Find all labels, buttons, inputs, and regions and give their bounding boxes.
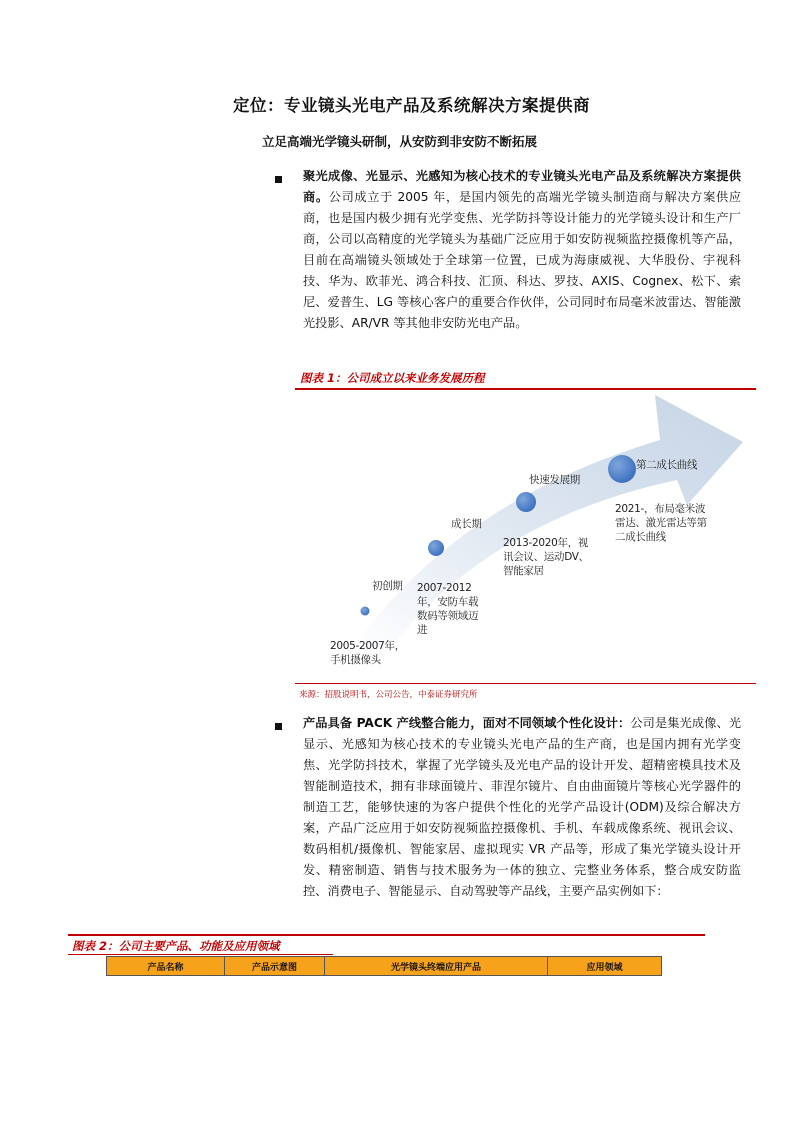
- table-header-product-image: 产品示意图: [224, 956, 325, 976]
- table-header-product-name: 产品名称: [106, 956, 225, 976]
- stage-3-desc: 2013-2020年，视讯会议、运动DV、智能家居: [503, 537, 589, 577]
- bullet-2: [275, 723, 282, 730]
- stage-2-desc: 2007-2012年，安防车载数码等领域迈进: [417, 582, 479, 636]
- stage-dot-4: [608, 455, 636, 483]
- figure-2-title-underline: [68, 954, 333, 955]
- section-title: 定位：专业镜头光电产品及系统解决方案提供商: [233, 96, 590, 115]
- figure-2-top-rule: [68, 934, 705, 936]
- figure-1-title: 图表 1：公司成立以来业务发展历程: [300, 371, 485, 385]
- paragraph-2-lead: 产品具备 PACK 产线整合能力，面对不同领域个性化设计：: [303, 716, 631, 730]
- paragraph-1-lead: 聚光成像、光显示、光感知为核心技术的专业镜头光电产品及系统解决方案提供商。: [303, 169, 741, 204]
- figure-1-source: 来源：招股说明书，公司公告，中泰证券研究所: [299, 690, 478, 700]
- paragraph-2: [303, 713, 741, 902]
- paragraph-1: [303, 166, 741, 334]
- stage-4-label: 第二成长曲线: [636, 459, 698, 471]
- subtitle: 立足高端光学镜头研制，从安防到非安防不断拓展: [262, 134, 538, 149]
- bullet-1: [275, 176, 282, 183]
- stage-dot-1: [361, 607, 370, 616]
- paragraph-1-body: 公司成立于 2005 年，是国内领先的高端光学镜头制造商与解决方案供应商，也是国内极少拥有光学变焦、光学防抖等设计能力的光学镜头设计和生产厂商，公司以高精度的光学镜头为基础广泛应用于如安防视频监控摄像机等产品，目前在高端镜头领域处于全球第一位置，已成为海康威视、大华股份、宇视科技、华为、欧菲光、鸿合科技、汇顶、科达、罗技、AXIS、Cognex、松下、索尼、爱普生、LG 等核心客户的重要合作伙伴，公司同时布局毫米波雷达、智能激光投影、AR/VR 等其他非安防光电产品。: [303, 190, 742, 330]
- paragraph-2-body: 公司是集光成像、光显示、光感知为核心技术的专业镜头光电产品的生产商，也是国内拥有光学变焦、光学防抖技术，掌握了光学镜头及光电产品的设计开发、超精密模具技术及智能制造技术，拥有非球面镜片、菲涅尔镜片、自由曲面镜片等核心光学器件的制造工艺，能够快速的为客户提供个性化的光学产品设计(ODM)及综合解决方案，产品广泛应用于如安防视频监控摄像机、手机、车载成像系统、视讯会议、数码相机/摄像机、智能家居、虚拟现实 VR 产品等，形成了集光学镜头设计开发、精密制造、销售与技术服务为一体的独立、完整业务体系，整合成安防监控、消费电子、智能显示、自动驾驶等产品线，主要产品实例如下：: [303, 716, 742, 898]
- stage-dot-2: [428, 540, 444, 556]
- figure-2-title: 图表 2：公司主要产品、功能及应用领域: [72, 939, 280, 953]
- stage-1-label: 初创期: [372, 580, 403, 592]
- stage-3-label: 快速发展期: [529, 474, 580, 486]
- stage-dot-3: [516, 492, 536, 512]
- table-header-application-field: 应用领域: [547, 956, 662, 976]
- stage-4-desc: 2021-，布局毫米波雷达、激光雷达等第二成长曲线: [615, 503, 707, 543]
- table-header-terminal-products: 光学镜头终端应用产品: [324, 956, 548, 976]
- figure-1-bottom-rule: [295, 683, 756, 684]
- stage-2-label: 成长期: [451, 518, 482, 530]
- stage-1-desc: 2005-2007年，手机摄像头: [330, 640, 405, 666]
